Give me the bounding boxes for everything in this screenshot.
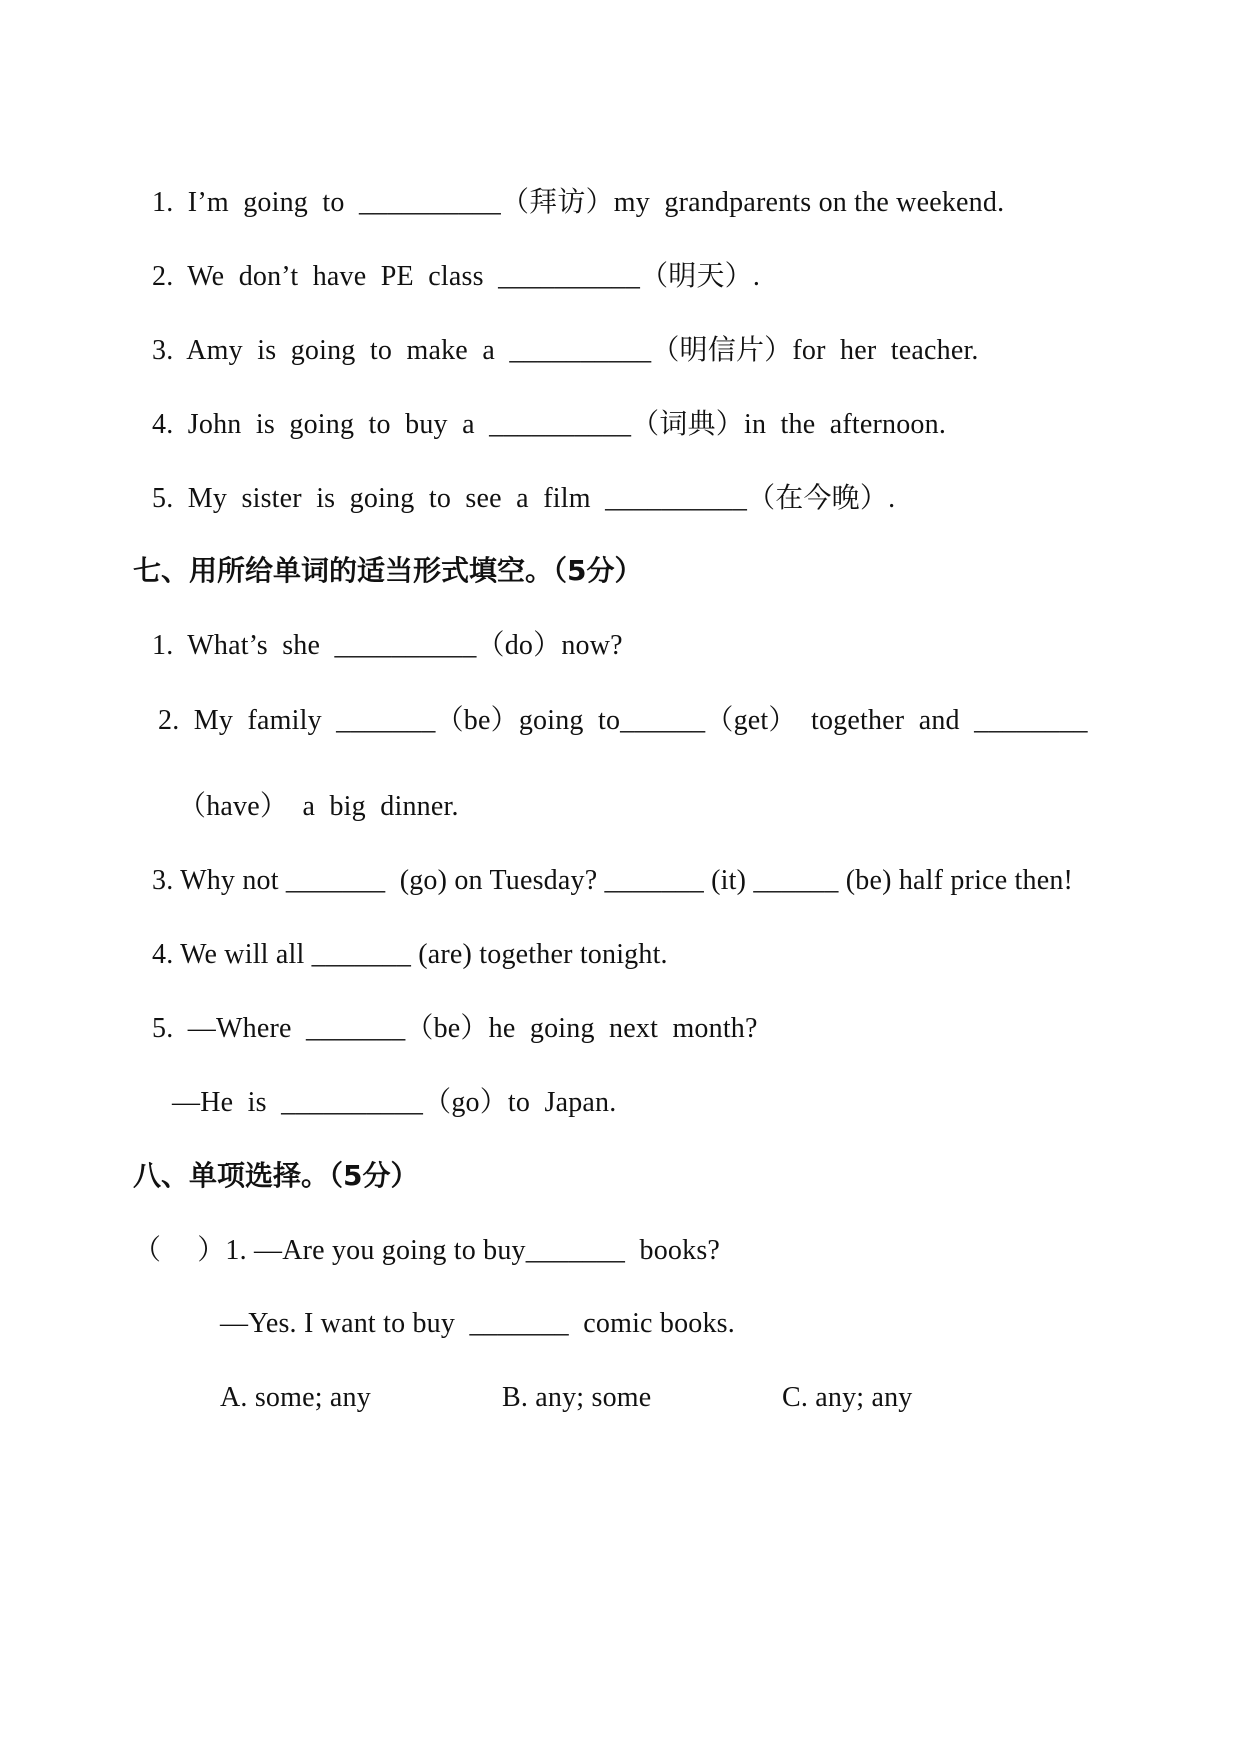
s8-q1-option-b: B. any; some bbox=[502, 1382, 652, 1413]
s6-item-5: 5. My sister is going to see a film __________（在今晚）. bbox=[152, 483, 896, 514]
s7-item-4: 4. We will all _______ (are) together tonight. bbox=[152, 939, 668, 970]
s7-item-5-answer: —He is __________（go）to Japan. bbox=[172, 1087, 617, 1118]
s6-item-1: 1. I’m going to __________（拜访）my grandparents on the weekend. bbox=[152, 187, 1005, 218]
s6-item-3: 3. Amy is going to make a __________（明信片）for her teacher. bbox=[152, 335, 979, 366]
s8-q1-question: （ ）1. —Are you going to buy_______ books? bbox=[133, 1235, 721, 1266]
s7-item-2-cont: （have） a big dinner. bbox=[178, 791, 459, 822]
s8-q1-reply: —Yes. I want to buy _______ comic books. bbox=[220, 1308, 735, 1339]
s6-item-2: 2. We don’t have PE class __________（明天）. bbox=[152, 261, 761, 292]
s7-item-3: 3. Why not _______ (go) on Tuesday? _______ (it) ______ (be) half price then! bbox=[152, 865, 1074, 896]
s6-item-4: 4. John is going to buy a __________（词典）in the afternoon. bbox=[152, 409, 947, 440]
s8-q1-option-c: C. any; any bbox=[782, 1382, 913, 1413]
s8-q1-option-a: A. some; any bbox=[220, 1382, 371, 1413]
section-7-title: 七、用所给单词的适当形式填空。（5分） bbox=[133, 554, 643, 587]
s7-item-2: 2. My family _______（be）going to______（get） together and ________ bbox=[158, 705, 1088, 736]
s7-item-5: 5. —Where _______（be）he going next month? bbox=[152, 1013, 758, 1044]
s7-item-1: 1. What’s she __________（do）now? bbox=[152, 630, 623, 661]
section-8-title: 八、单项选择。（5分） bbox=[133, 1159, 419, 1192]
